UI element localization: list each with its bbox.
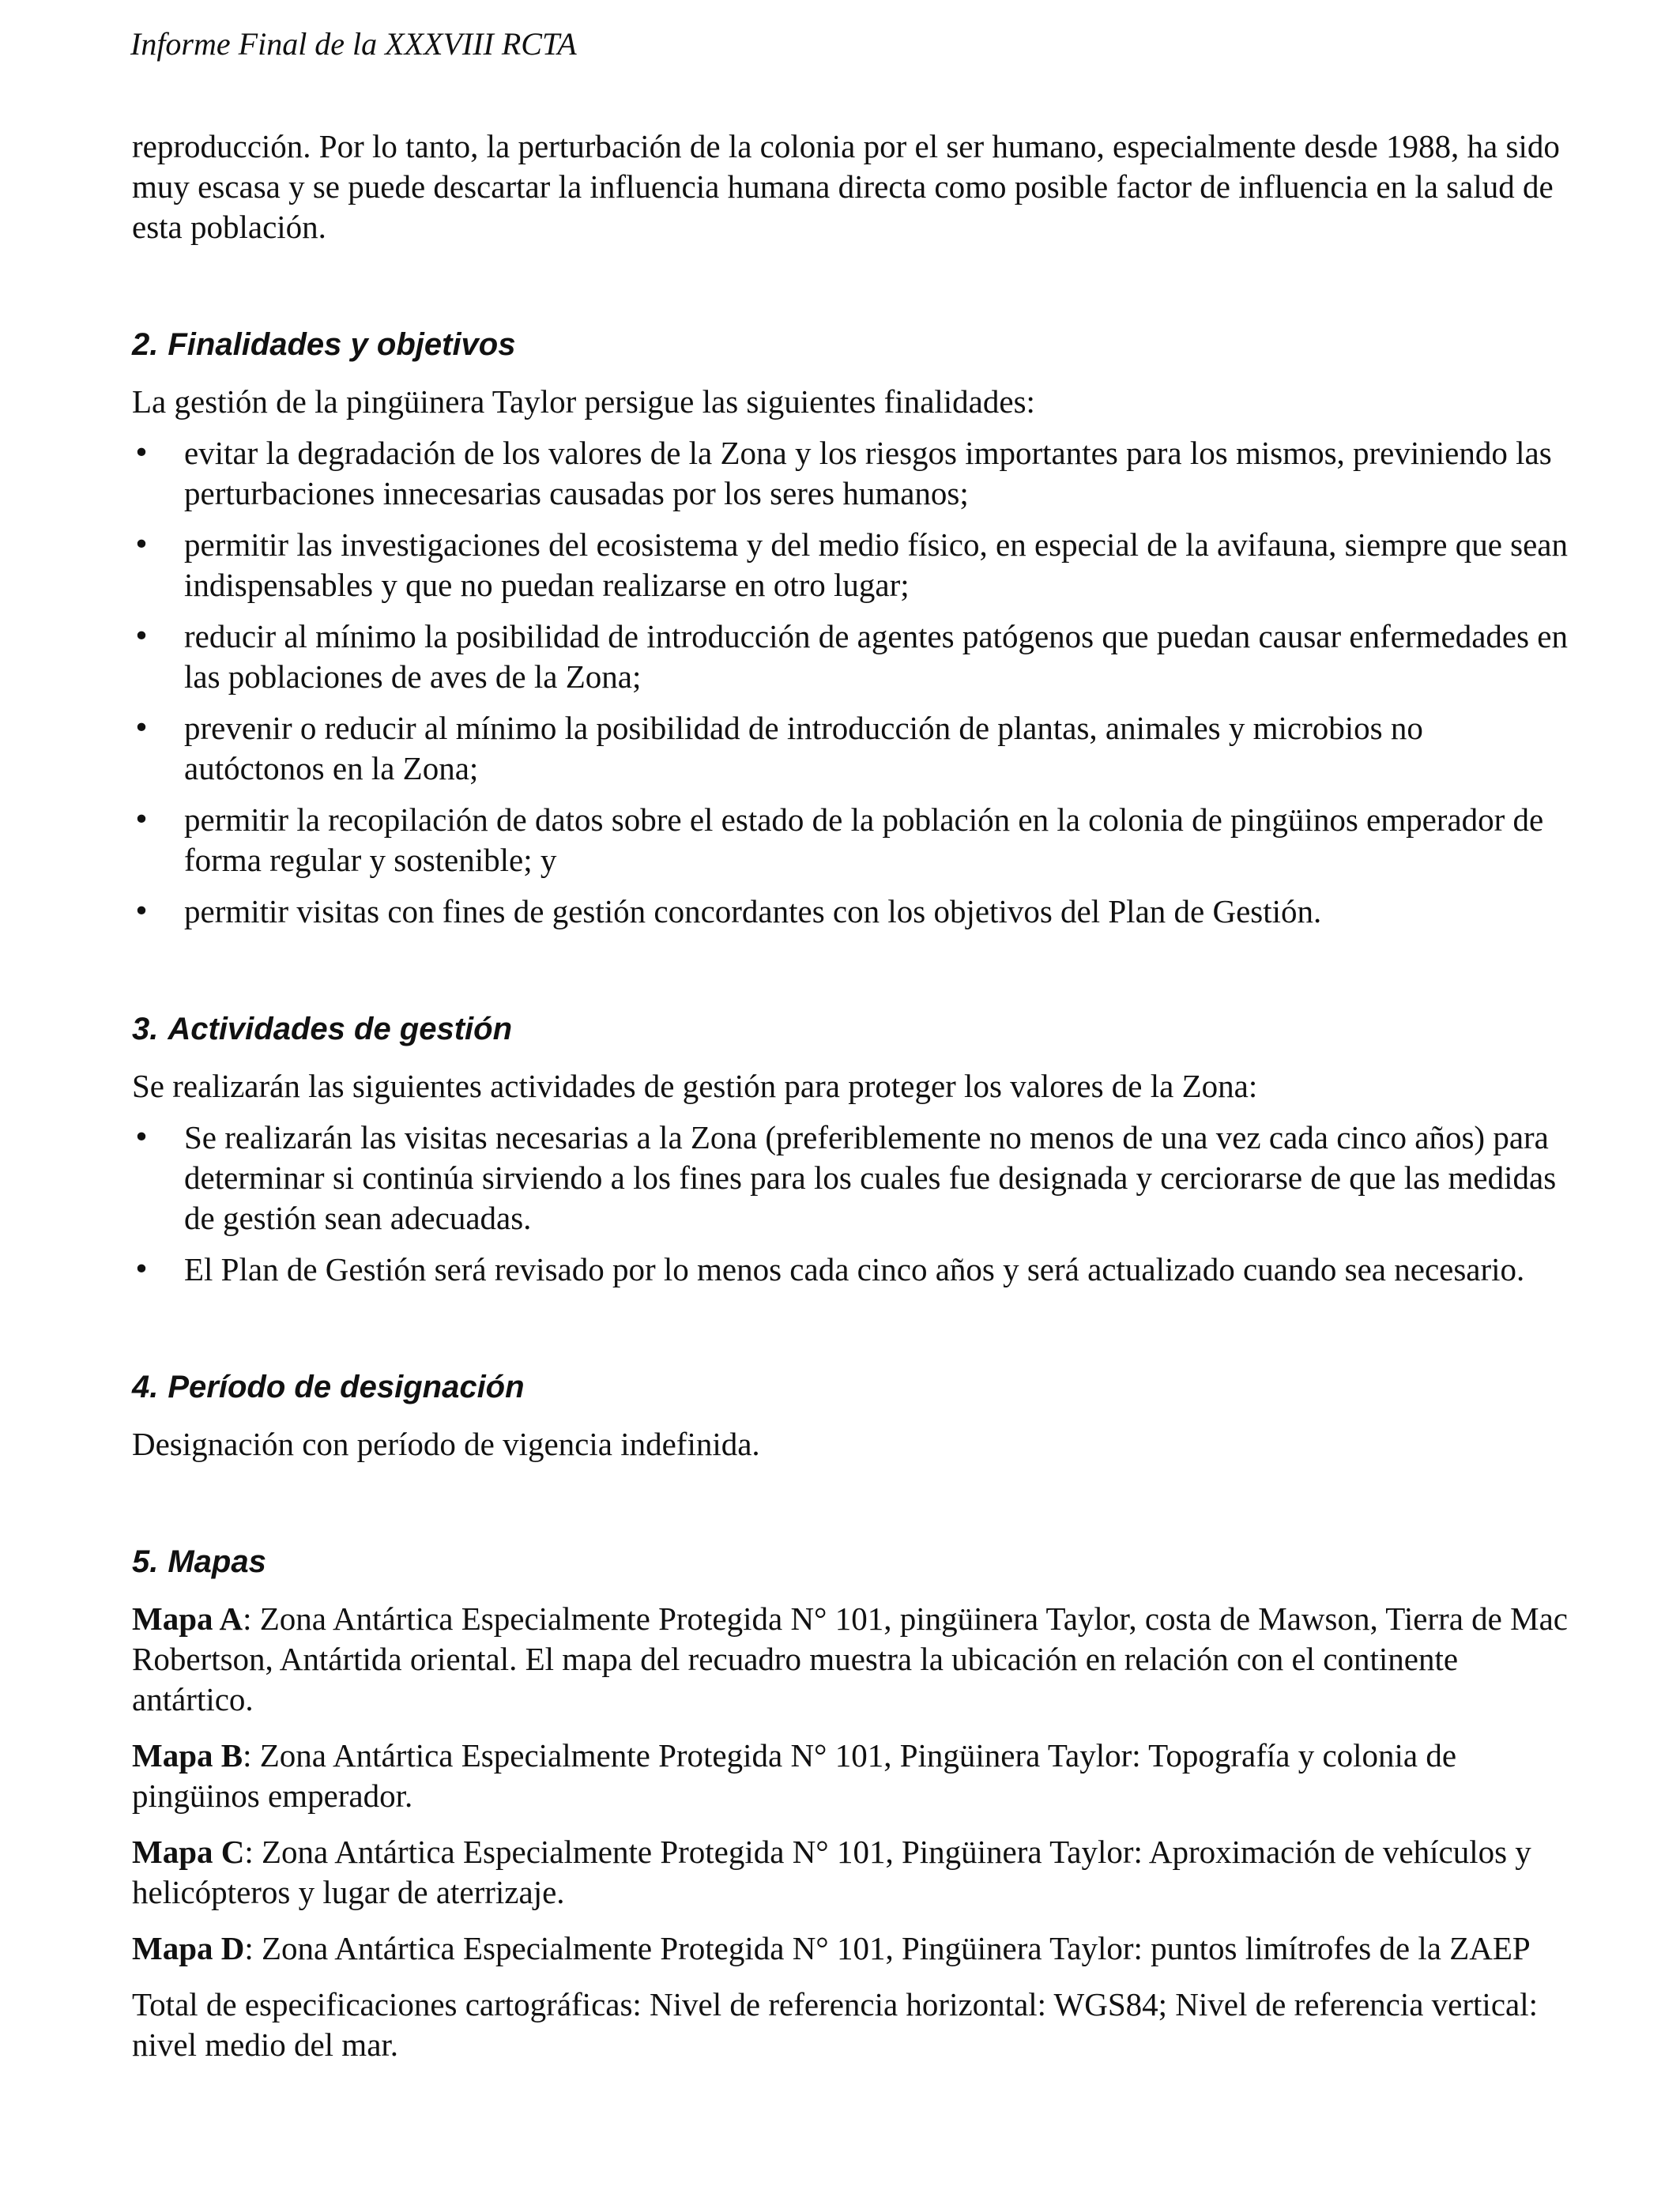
cartographic-specs: Total de especificaciones cartográficas: Nivel de referencia horizontal: WGS84; Nivel de referencia vertical: nivel medio del mar. [132,1986,1538,2063]
map-label: Mapa A [132,1600,243,1637]
list-item [132,525,1570,605]
section-finalidades [132,323,1570,932]
map-text: : Zona Antártica Especialmente Protegida N° 101, pingüinera Taylor, costa de Mawson, Tierra de Mac Robertson, Antártida oriental. El mapa del recuadro muestra la ubicación en relación con el continente antártico. [132,1600,1568,1717]
section-number: 5. [132,1544,159,1579]
bullet-icon: • [133,712,150,745]
list-item-text: prevenir o reducir al mínimo la posibilidad de introducción de plantas, animales y microbios no autóctonos en la Zona; [184,710,1423,786]
section-lead: Se realizarán las siguientes actividades de gestión para proteger los valores de la Zona: [132,1068,1258,1104]
bullet-icon: • [133,529,150,561]
bullet-icon: • [133,895,150,928]
map-text: : Zona Antártica Especialmente Protegida N° 101, Pingüinera Taylor: puntos limítrofes de la ZAEP [244,1930,1531,1966]
activities-list [132,1118,1570,1290]
section-title: Período de designación [168,1370,525,1404]
list-item-text: permitir las investigaciones del ecosistema y del medio físico, en especial de la avifauna, siempre que sean indispensables y que no puedan realizarse en otro lugar; [184,526,1568,603]
intro-paragraph: reproducción. Por lo tanto, la perturbación de la colonia por el ser humano, especialmente desde 1988, ha sido muy escasa y se puede descartar la influencia humana directa como posible factor de influencia en la salud de esta población. [132,128,1560,245]
running-header: Informe Final de la XXXVIII RCTA [130,26,577,62]
list-item-text: permitir visitas con fines de gestión concordantes con los objetivos del Plan de Gestión. [184,893,1322,929]
map-description [132,1599,1570,1720]
section-number: 3. [132,1012,159,1046]
section-lead: La gestión de la pingüinera Taylor persigue las siguientes finalidades: [132,383,1035,420]
list-item [132,708,1570,789]
map-label: Mapa C [132,1834,245,1870]
section-mapas [132,1540,1570,2065]
list-item-text: reducir al mínimo la posibilidad de introducción de agentes patógenos que puedan causar enfermedades en las poblaciones de aves de la Zona; [184,618,1568,695]
section-lead: Designación con período de vigencia indefinida. [132,1426,760,1462]
list-item [132,616,1570,697]
map-description [132,1736,1570,1816]
section-title: Actividades de gestión [168,1012,513,1046]
map-description [132,1832,1570,1913]
section-heading [132,323,1570,366]
map-text: : Zona Antártica Especialmente Protegida N° 101, Pingüinera Taylor: Topografía y colonia de pingüinos emperador. [132,1737,1457,1814]
section-periodo [132,1366,1570,1465]
section-number: 4. [132,1370,159,1404]
section-heading [132,1366,1570,1408]
section-actividades [132,1008,1570,1290]
list-item-text: evitar la degradación de los valores de la Zona y los riesgos importantes para los mismos, previniendo las perturbaciones innecesarias causadas por los seres humanos; [184,435,1552,511]
bullet-icon: • [133,437,150,469]
list-item-text: permitir la recopilación de datos sobre el estado de la población en la colonia de pingüinos emperador de forma regular y sostenible; y [184,801,1544,878]
page-content [132,126,1570,2065]
bullet-icon: • [133,1122,150,1154]
section-title: Finalidades y objetivos [168,327,516,362]
map-description [132,1928,1570,1969]
section-heading [132,1540,1570,1583]
list-item [132,433,1570,514]
bullet-icon: • [133,620,150,653]
list-item-text: El Plan de Gestión será revisado por lo menos cada cinco años y será actualizado cuando sea necesario. [184,1251,1525,1287]
list-item [132,800,1570,880]
bullet-icon: • [133,804,150,836]
list-item [132,1250,1570,1290]
list-item [132,1118,1570,1238]
list-item [132,892,1570,932]
bullet-icon: • [133,1253,150,1286]
section-heading [132,1008,1570,1050]
objectives-list [132,433,1570,932]
section-number: 2. [132,327,159,362]
section-title: Mapas [168,1544,266,1579]
map-label: Mapa D [132,1930,245,1966]
list-item-text: Se realizarán las visitas necesarias a la Zona (preferiblemente no menos de una vez cada cinco años) para determinar si continúa sirviendo a los fines para los cuales fue designada y cerciorarse de que las medidas de gestión sean adecuadas. [184,1119,1557,1236]
map-text: : Zona Antártica Especialmente Protegida N° 101, Pingüinera Taylor: Aproximación de vehículos y helicópteros y lugar de aterrizaje. [132,1834,1531,1910]
map-label: Mapa B [132,1737,243,1774]
